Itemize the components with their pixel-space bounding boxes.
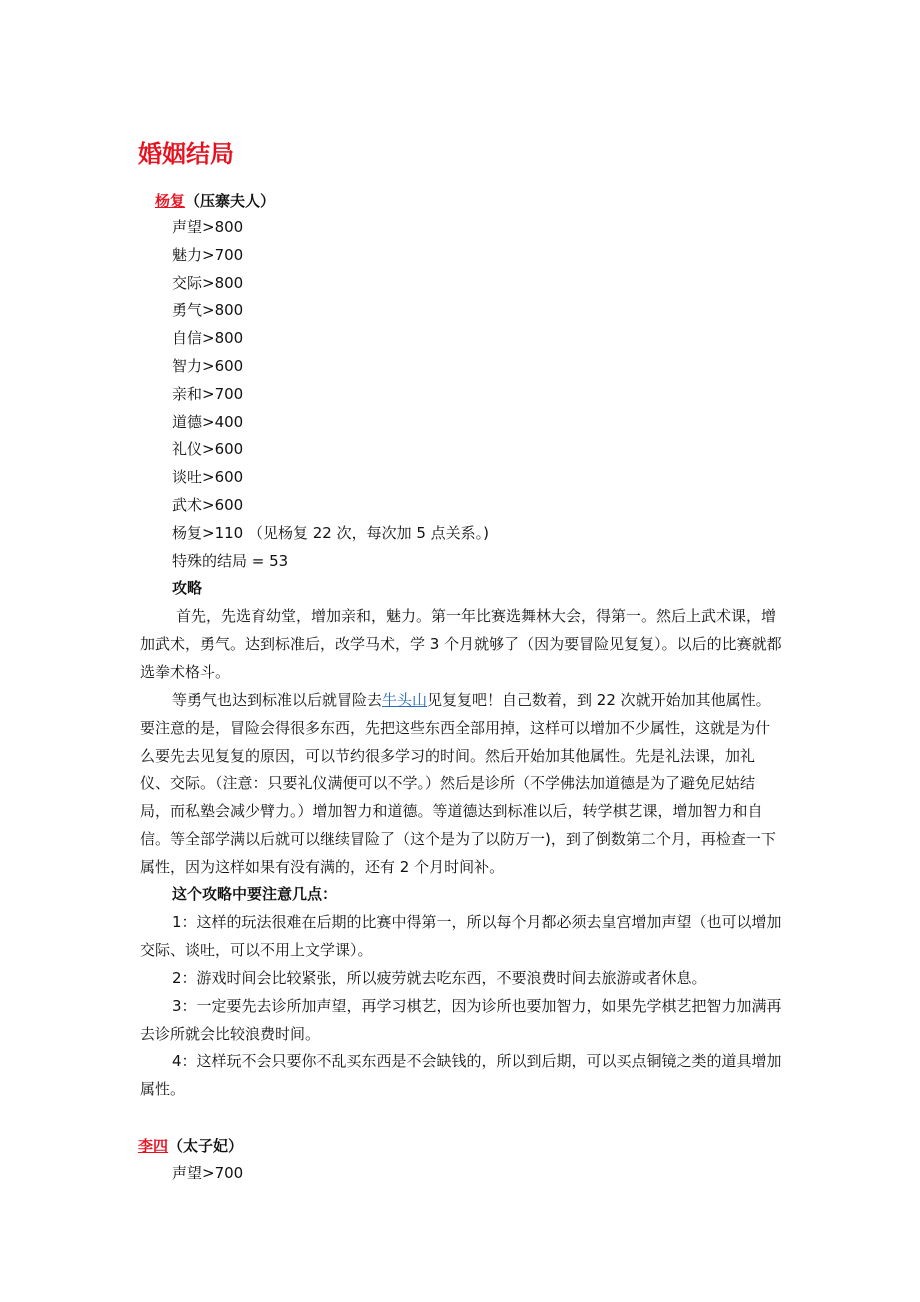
- attribute-item: 杨复>110 （见杨复 22 次，每次加 5 点关系。): [172, 523, 490, 542]
- attribute-list-yangfu: [172, 214, 489, 603]
- section-heading-yangfu: [155, 191, 275, 211]
- note-item-3: 3：一定要先去诊所加声望，再学习棋艺，因为诊所也要加智力，如果先学棋艺把智力加满再去诊所就会比较浪费时间。: [140, 997, 782, 1043]
- notes-heading: 这个攻略中要注意几点：: [172, 885, 338, 903]
- attribute-item: 武术>600: [172, 495, 244, 514]
- page-title: 婚姻结局: [138, 140, 234, 168]
- strategy-label: 攻略: [172, 579, 203, 598]
- attribute-item: 魅力>700: [172, 245, 244, 264]
- strategy-paragraph-1: 首先，先选育幼堂，增加亲和，魅力。第一年比赛选舞林大会，得第一。然后上武术课，增加武术，勇气。达到标准后，改学马术，学 3 个月就够了（因为要冒险见复复）。以后的比赛就都选拳术格斗。: [140, 607, 782, 681]
- attribute-item: 亲和>700: [172, 384, 244, 403]
- note-item-4: 4：这样玩不会只要你不乱买东西是不会缺钱的，所以到后期，可以买点铜镜之类的道具增加属性。: [140, 1052, 782, 1098]
- attribute-item: 交际>800: [172, 273, 244, 292]
- character-link-yangfu[interactable]: 杨复: [155, 192, 186, 210]
- attribute-item: 特殊的结局 = 53: [172, 551, 289, 570]
- section-subtitle: （太子妃）: [168, 1137, 244, 1155]
- attribute-item: 自信>800: [172, 329, 244, 348]
- attribute-item: 勇气>800: [172, 301, 244, 320]
- note-item-2: 2：游戏时间会比较紧张，所以疲劳就去吃东西，不要浪费时间去旅游或者休息。: [172, 969, 707, 987]
- attribute-item: 礼仪>600: [172, 440, 244, 459]
- attribute-item: 声望>800: [172, 218, 244, 236]
- attribute-list-lisi: [172, 1160, 243, 1188]
- strategy-paragraph-2: 等勇气也达到标准以后就冒险去牛头山见复复吧！自己数着，到 22 次就开始加其他属性。要注意的是，冒险会得很多东西，先把这些东西全部用掉，这样可以增加不少属性，这就是为什么要先去见复复的原因，可以节约很多学习的时间。然后开始加其他属性。先是礼法课，加礼仪、交际。（注意：只要礼仪满便可以不学。）然后是诊所（不学佛法加道德是为了避免尼姑结局，而私塾会减少臂力。）增加智力和道德。等道德达到标准以后，转学棋艺课，增加智力和自信。等全部学满以后就可以继续冒险了（这个是为了以防万一)，到了倒数第二个月，再检查一下属性，因为这样如果有没有满的，还有 2 个月时间补。: [140, 691, 776, 876]
- attribute-item: 谈吐>600: [172, 468, 244, 487]
- attribute-item: 智力>600: [172, 356, 244, 375]
- note-item-1: 1：这样的玩法很难在后期的比赛中得第一，所以每个月都必须去皇宫增加声望（也可以增加交际、谈吐，可以不用上文学课）。: [140, 913, 782, 959]
- location-link-niutoushan[interactable]: 牛头山: [382, 691, 428, 709]
- attribute-item: 声望>700: [172, 1164, 244, 1182]
- character-link-lisi[interactable]: 李四: [138, 1137, 169, 1155]
- attribute-item: 道德>400: [172, 412, 244, 431]
- section-subtitle: （压寨夫人）: [185, 192, 276, 210]
- section-heading-lisi: [138, 1136, 243, 1156]
